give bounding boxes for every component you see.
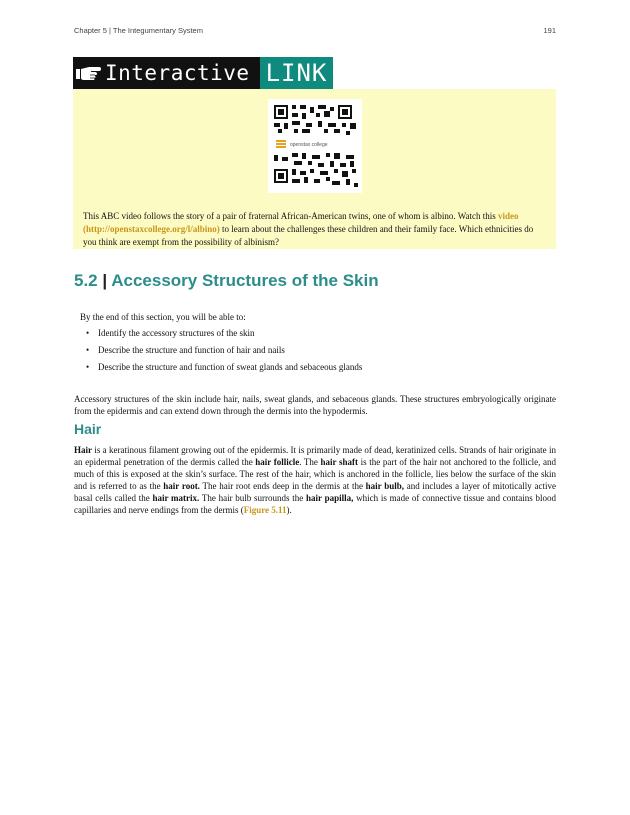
running-head (74, 26, 556, 35)
chapter-title: Chapter 5 | The Integumentary System (74, 26, 203, 35)
hair-paragraph: Hair is a keratinous filament growing out of the epidermis. It is primarily made of dead, keratinized cells. Strands of hair originate in an epidermal penetration of the dermis called the hair follicle. The hair shaft is the part of the hair not anchored to the follicle, and much of this is exposed at the skin’s surface. The rest of the hair, which is anchored in the follicle, lies below the surface of the skin and is referred to as the hair root. The hair root ends deep in the dermis at the hair bulb, and includes a layer of mitotically active basal cells called the hair matrix. The hair bulb surrounds the hair papilla, which is made of connective tissue and contains blood capillaries and nerve endings from the dermis (Figure 5.11). (74, 445, 556, 515)
interactive-link-box (73, 89, 556, 249)
objectives-list (80, 328, 550, 372)
interactive-link-text (83, 210, 547, 249)
interactive-link-banner (73, 57, 333, 89)
objective-item: • Describe the structure and function of hair and nails (86, 345, 285, 355)
pointing-hand-icon (73, 57, 103, 89)
video-link[interactable]: video (http://openstaxcollege.org/l/albino) (83, 211, 519, 234)
learning-objectives (80, 312, 550, 379)
qr-code[interactable] (268, 99, 362, 193)
interactive-label: Interactive (103, 57, 260, 89)
figure-reference-link[interactable]: Figure 5.11 (243, 505, 287, 515)
objectives-intro: By the end of this section, you will be able to: (80, 312, 246, 322)
objective-item: • Describe the structure and function of sweat glands and sebaceous glands (86, 362, 363, 372)
qr-caption: openstax college (290, 142, 328, 148)
section-separator: | (102, 271, 108, 290)
section-number: 5.2 (74, 271, 98, 290)
objective-item: • Identify the accessory structures of the skin (86, 328, 255, 338)
section-title: Accessory Structures of the Skin (111, 271, 379, 290)
link-text-before: This ABC video follows the story of a pair of fraternal African-American twins, one of whom is albino. Watch this (83, 211, 496, 221)
intro-paragraph: Accessory structures of the skin include hair, nails, sweat glands, and sebaceous glands. These structures embryologically originate from the epidermis and can extend down through the dermis into the hypodermis. (74, 394, 556, 416)
link-text-after: to learn about the challenges these children and their family face. Which ethnicities do you think are exempt from the possibility of albinism? (83, 224, 534, 247)
section-heading (74, 271, 379, 291)
page-number: 191 (543, 26, 556, 35)
hair-heading: Hair (74, 421, 102, 437)
link-label: LINK (260, 57, 334, 89)
